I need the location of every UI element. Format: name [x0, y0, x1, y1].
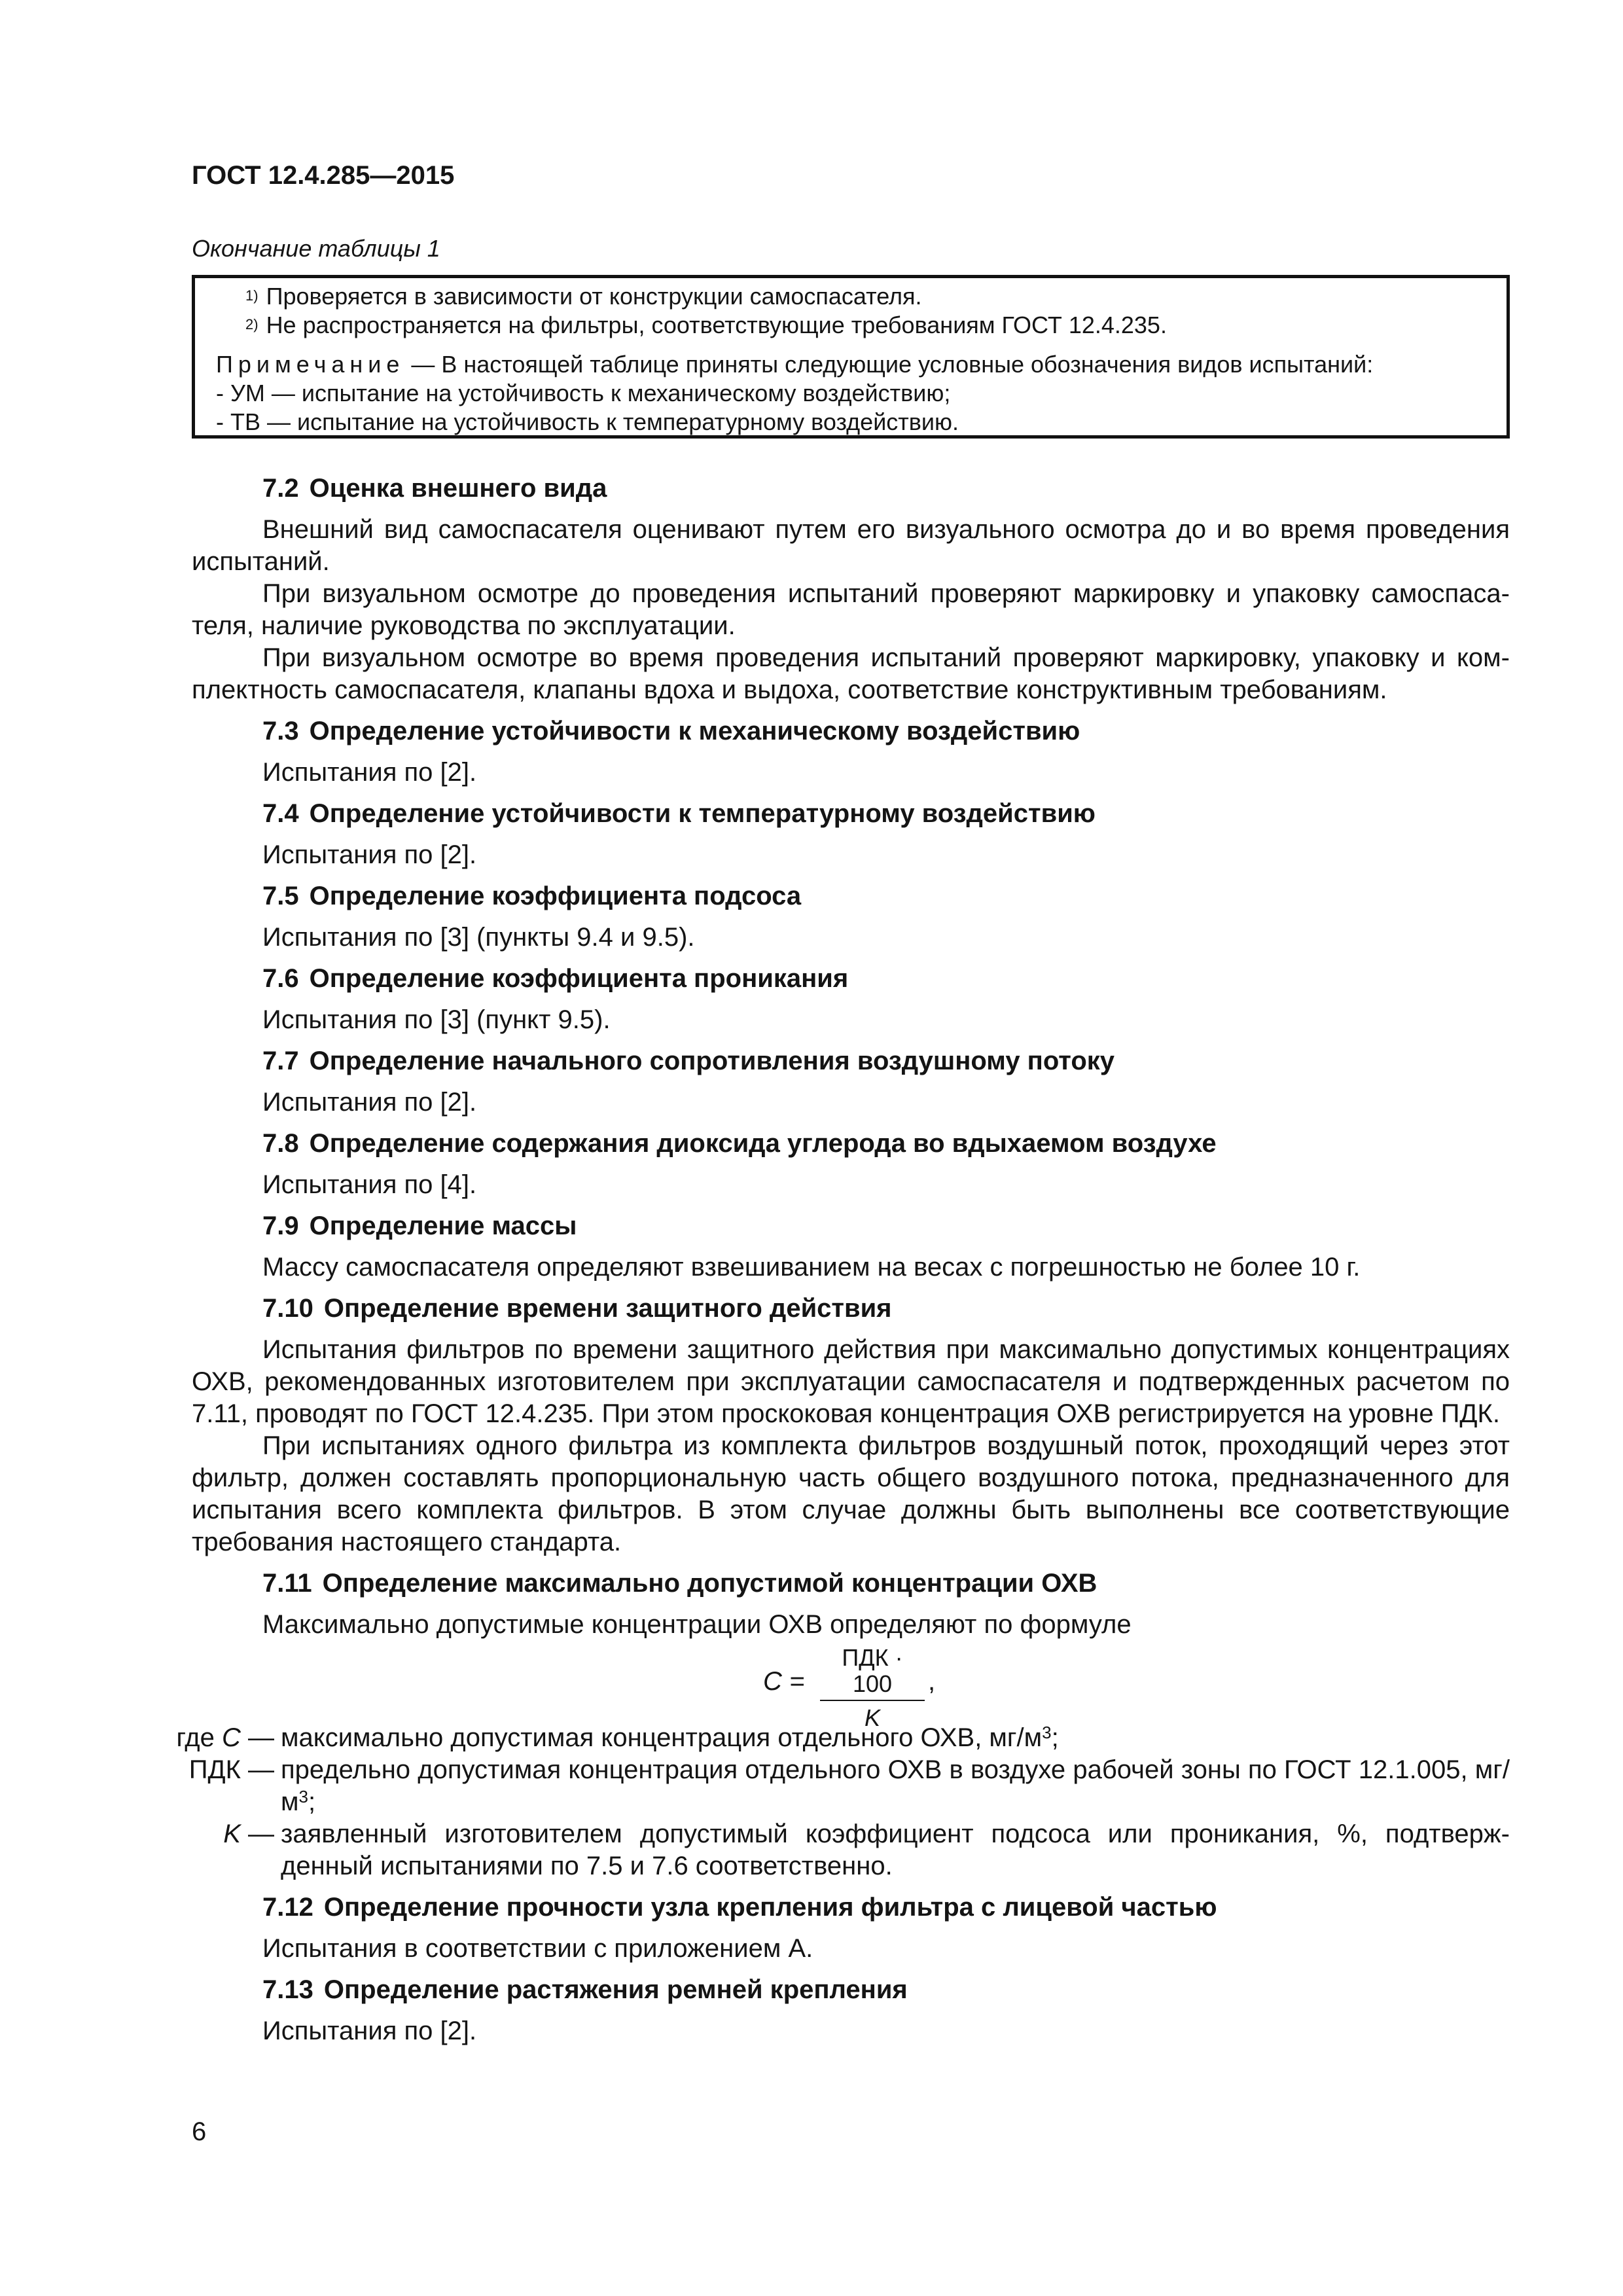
formula-fraction — [820, 1645, 925, 1731]
section-heading-7-4: 7.4 Определение устойчивости к температурному воздействию — [262, 799, 1096, 828]
definition-row: K — заявленный изготовителем допустимый коэффициент подсоса или проникания, %, подтвержденный испытаниями по 7.5 и 7.6 соответственно. — [69, 1818, 1510, 1882]
formula-denominator: K — [864, 1704, 880, 1731]
section-heading-7-8: 7.8 Определение содержания диоксида углерода во вдыхаемом воздухе — [262, 1129, 1217, 1158]
formula-lhs: C = — [763, 1667, 805, 1696]
footnote-2 — [245, 311, 1507, 340]
paragraph: Испытания по [2]. — [262, 1088, 477, 1117]
paragraph: Массу самоспасателя определяют взвешиванием на весах с погрешностью не более 10 г. — [262, 1253, 1361, 1282]
note-item-2: - ТВ — испытание на устойчивость к температурному воздействию. — [216, 408, 1507, 437]
paragraph: Испытания в соответствии с приложением А. — [262, 1934, 813, 1963]
section-heading-7-7: 7.7 Определение начального сопротивления воздушному потоку — [262, 1047, 1115, 1075]
formula — [192, 1644, 1510, 1731]
note-text: — В настоящей таблице приняты следующие условные обозначения видов испытаний: — [404, 351, 1374, 378]
section-heading-7-12: 7.12 Определение прочности узла крепления фильтра с лицевой частью — [262, 1893, 1217, 1922]
definition-term: C — [221, 1723, 241, 1752]
paragraph: Испытания фильтров по времени защитного действия при максимально допустимых концентрациях ОХВ, рекомендованных изготовителем при эксплуатации самоспасателя и подтвержденных расчетом по 7.11, проводят по ГОСТ 12.4.235. При этом проскоковая концентрация ОХВ регистрируется на уровне ПДК. — [192, 1335, 1510, 1428]
definition-term: ПДК — [188, 1755, 241, 1784]
note-label: Примечание — [216, 351, 405, 378]
table-notes-box — [192, 275, 1510, 439]
footnote-mark: 2) — [245, 316, 259, 332]
variable-definitions — [69, 1722, 1510, 1882]
definition-row: ПДК — предельно допустимая концентрация отдельного ОХВ в воздухе рабочей зоны по ГОСТ 12.1.005, $мг/м^3$; — [69, 1754, 1510, 1818]
paragraph: Максимально допустимые концентрации ОХВ определяют по формуле — [262, 1610, 1132, 1639]
definition-text: предельно допустимая концентрация отдельного ОХВ в воздухе рабочей зоны по ГОСТ 12.1.005, $мг/м^3$; — [281, 1755, 1510, 1816]
formula-numerator: ПДК · 100 — [820, 1645, 925, 1701]
note-item-1: - УМ — испытание на устойчивость к механическому воздействию; — [216, 379, 1507, 408]
document-code: ГОСТ 12.4.285—2015 — [192, 161, 455, 190]
paragraph: Испытания по [2]. — [262, 2017, 477, 2045]
formula-comma: , — [928, 1667, 936, 1696]
paragraph: При визуальном осмотре во время проведения испытаний проверяют маркировку, упаковку и комплектность самоспасателя, клапаны вдоха и выдоха, соответствие конструктивным требованиям. — [192, 643, 1510, 704]
footnote-1 — [245, 282, 1507, 311]
paragraph: Испытания по [3] (пункты 9.4 и 9.5). — [262, 923, 695, 952]
page-number: 6 — [192, 2117, 207, 2146]
paragraph: Внешний вид самоспасателя оценивают путем его визуального осмотра до и во время проведения испытаний. — [192, 515, 1510, 576]
definition-text: максимально допустимая концентрация отдельного ОХВ, $мг/м^3$; — [281, 1723, 1059, 1752]
note-line — [216, 350, 1507, 379]
section-heading-7-3: 7.3 Определение устойчивости к механическому воздействию — [262, 717, 1080, 745]
definition-row: где C — максимально допустимая концентрация отдельного ОХВ, $мг/м^3$; — [69, 1722, 1510, 1754]
paragraph: Испытания по [2]. — [262, 840, 477, 869]
paragraph: Испытания по [2]. — [262, 758, 477, 787]
section-heading-7-10: 7.10 Определение времени защитного действия — [262, 1294, 892, 1323]
paragraph: Испытания по [3] (пункт 9.5). — [262, 1005, 611, 1034]
paragraph: При испытаниях одного фильтра из комплекта фильтров воздушный поток, проходящий через этот фильтр, должен составлять пропорциональную часть общего воздушного потока, предназначенного для испытания всего комплекта фильтров. В этом случае должны быть выполнены все соответствующие требования настоящего стандарта. — [192, 1431, 1510, 1556]
footnote-text: Не распространяется на фильтры, соответствующие требованиям ГОСТ 12.4.235. — [266, 312, 1167, 338]
section-heading-7-9: 7.9 Определение массы — [262, 1211, 577, 1240]
section-heading-7-6: 7.6 Определение коэффициента проникания — [262, 964, 849, 993]
section-heading-7-11: 7.11 Определение максимально допустимой концентрации ОХВ — [262, 1569, 1097, 1598]
paragraph: При визуальном осмотре до проведения испытаний проверяют маркировку и упаковку самоспасателя, наличие руководства по эксплуатации. — [192, 579, 1510, 640]
document-body — [176, 473, 1510, 2054]
section-heading-7-2: 7.2 Оценка внешнего вида — [262, 474, 607, 503]
section-heading-7-5: 7.5 Определение коэффициента подсоса — [262, 882, 802, 910]
paragraph: Испытания по [4]. — [262, 1170, 477, 1199]
definition-term: K — [223, 1820, 241, 1848]
footnote-mark: 1) — [245, 287, 259, 304]
definition-text: заявленный изготовителем допустимый коэффициент подсоса или проникания, %, подтвержденный испытаниями по 7.5 и 7.6 соответственно. — [281, 1820, 1510, 1880]
table-caption: Окончание таблицы 1 — [192, 235, 440, 262]
footnote-text: Проверяется в зависимости от конструкции самоспасателя. — [266, 283, 922, 310]
section-heading-7-13: 7.13 Определение растяжения ремней крепления — [262, 1975, 908, 2004]
